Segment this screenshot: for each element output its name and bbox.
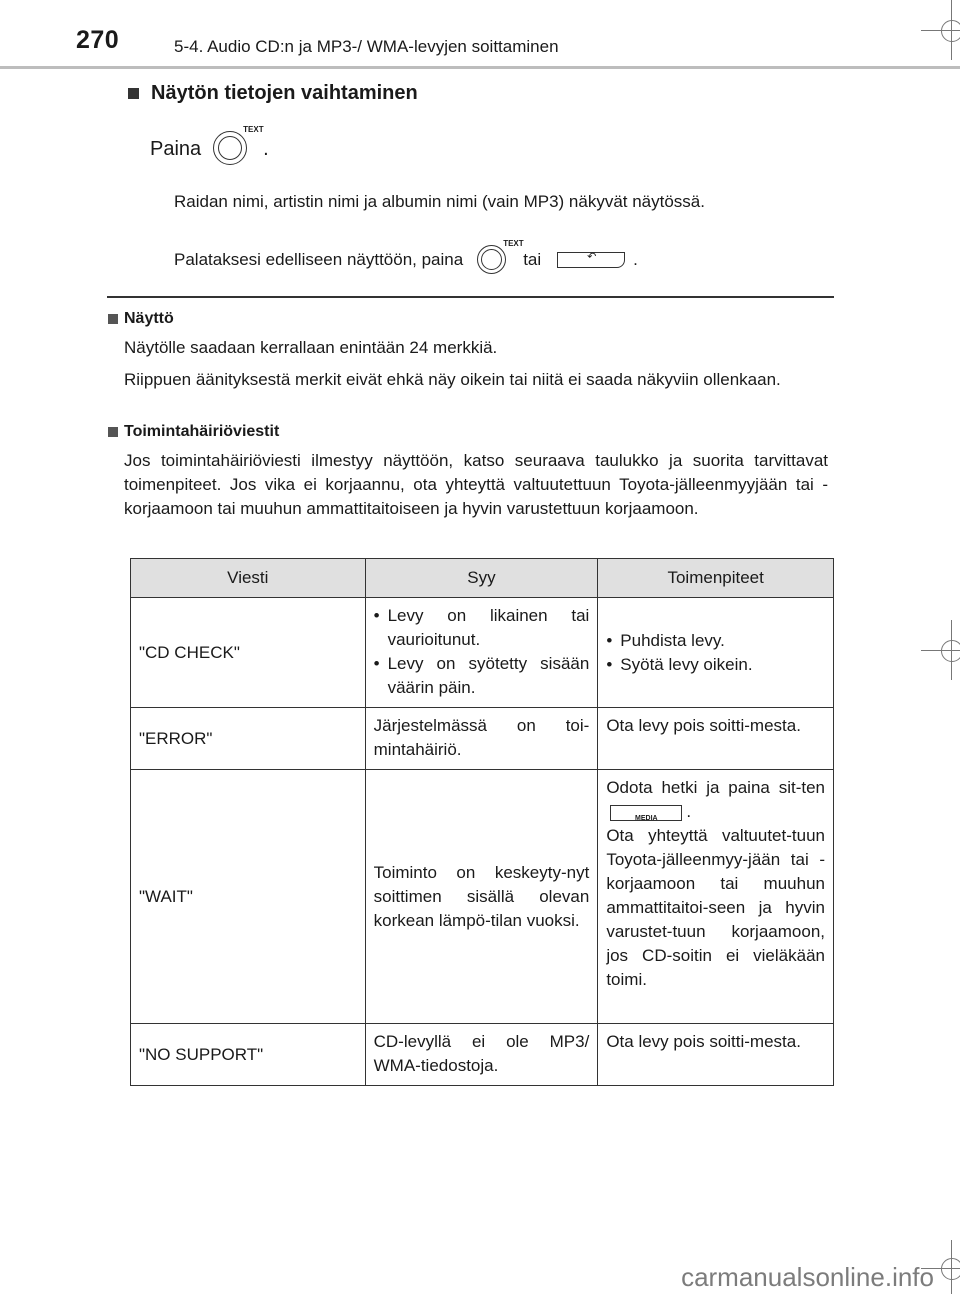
errors-heading [108,423,279,441]
return-text: Palataksesi edelliseen näyttöön, paina [174,250,464,269]
text-knob-icon [213,125,264,167]
action-text: Ota yhteyttä valtuutet-tuun Toyota-jälleenmyy-jään tai -korjaamoon tai muuhun ammattitaitoi-seen ja hyvin varustet-tuun korjaamoon, jos CD-soitin ei vieläkään toimi. [606,826,825,989]
message-cell: "NO SUPPORT" [131,1024,366,1086]
square-bullet-icon [108,427,118,437]
knob-label: TEXT [243,125,264,134]
table-header-row [131,559,834,598]
cause-cell: Toiminto on keskeyty-nyt soittimen sisällä olevan korkean lämpö-tilan vuoksi. [365,770,598,1024]
chapter-title: 5-4. Audio CD:n ja MP3-/ WMA-levyjen soittaminen [174,37,559,56]
display-paragraph: Näytölle saadaan kerrallaan enintään 24 merkkiä. [124,338,498,357]
description-text: Raidan nimi, artistin nimi ja albumin nimi (vain MP3) näkyvät näytössä. [174,192,705,211]
table-row [131,1024,834,1086]
cause-cell [365,598,598,708]
square-bullet-icon [108,314,118,324]
watermark: carmanualsonline.info [681,1262,934,1292]
display-heading [108,310,174,328]
media-button-icon [610,805,682,821]
error-messages-table [130,558,834,1086]
section-title: Näytön tietojen vaihtaminen [151,82,418,104]
section-heading [128,82,418,105]
display-paragraph: Riippuen äänityksestä merkit eivät ehkä näy oikein tai niitä ei saada näkyviin ollenkaan. [124,370,781,389]
return-end: . [633,250,638,269]
crop-mark [941,20,960,42]
crop-mark [941,1258,960,1280]
action-cell: Ota levy pois soitti-mesta. [598,708,834,770]
action-text: Puhdista levy. [620,630,725,650]
action-cell [598,598,834,708]
column-header: Toimenpiteet [598,559,834,598]
press-label: Paina [150,137,202,160]
crop-mark [941,640,960,662]
back-symbol: ↶ [587,251,597,263]
cause-text: Levy on likainen tai vaurioitunut. [387,606,590,649]
column-header: Viesti [131,559,366,598]
press-end: . [263,137,269,160]
back-button-icon [557,252,625,268]
press-instruction [150,125,269,167]
header-rule [0,66,960,69]
list-item: • Levy on syötetty sisään väärin päin. [374,652,590,700]
return-instruction [174,239,638,275]
media-label: MEDIA [635,814,658,822]
cause-text: Levy on syötetty sisään väärin päin. [387,654,590,697]
square-bullet-icon [128,88,139,99]
action-cell [598,770,834,1024]
action-text: . [686,802,692,821]
message-cell: "CD CHECK" [131,598,366,708]
message-cell: "WAIT" [131,770,366,1024]
list-item: • Syötä levy oikein. [606,653,825,677]
display-title: Näyttö [124,310,174,327]
table-row [131,598,834,708]
column-header: Syy [365,559,598,598]
page-number: 270 [76,26,120,54]
errors-title: Toimintahäiriöviestit [124,423,280,440]
cause-cell: CD-levyllä ei ole MP3/ WMA-tiedostoja. [365,1024,598,1086]
section-divider [107,296,834,298]
knob-label: TEXT [503,239,524,248]
table-row [131,770,834,1024]
table-row [131,708,834,770]
or-text: tai [523,250,542,269]
text-knob-icon [477,239,524,275]
list-item: • Levy on likainen tai vaurioitunut. [374,604,590,652]
message-cell: "ERROR" [131,708,366,770]
errors-paragraph: Jos toimintahäiriöviesti ilmestyy näyttöön, katso seuraava taulukko ja suorita tarvittavat toimenpiteet. Jos vika ei korjaannu, ota yhteyttä valtuutettuun Toyota-jälleenmyyjään tai -korjaamoon tai muuhun ammattitaitoiseen ja hyvin varustettuun korjaamoon. [124,451,828,518]
action-text: Syötä levy oikein. [620,654,753,674]
cause-cell: Järjestelmässä on toi-mintahäiriö. [365,708,598,770]
list-item: • Puhdista levy. [606,629,825,653]
action-text: Odota hetki ja paina sit-ten [606,778,825,797]
action-cell: Ota levy pois soitti-mesta. [598,1024,834,1086]
